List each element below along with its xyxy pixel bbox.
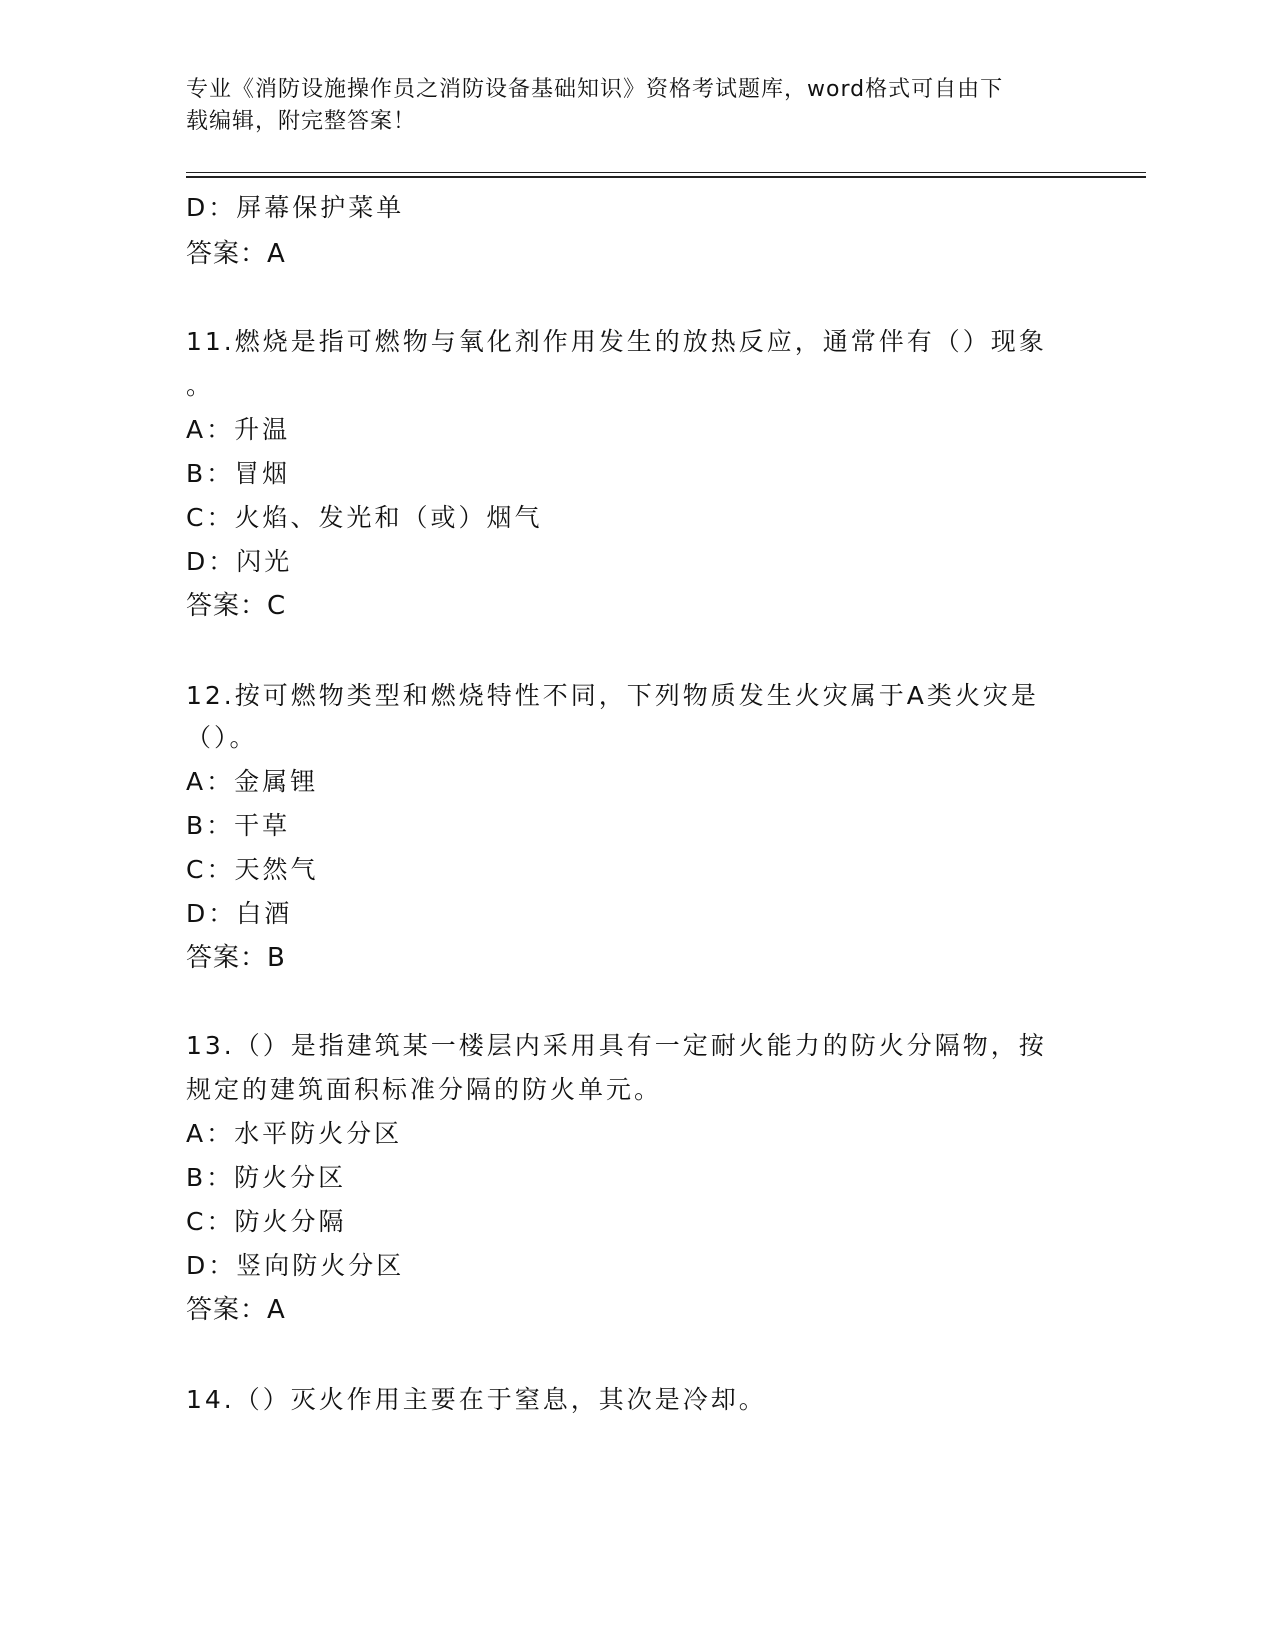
document-header [186,74,1066,138]
question-11-answer [186,590,286,622]
answer-label: 答案： [186,943,268,973]
question-11-option-c: C：火焰、发光和（或）烟气 [186,503,543,532]
question-12-stem-line-2: （）。 [186,723,258,752]
question-12-option-c: C：天然气 [186,855,319,884]
question-13-stem-line-1: 13.（）是指建筑某一楼层内采用具有一定耐火能力的防火分隔物，按 [186,1031,1047,1060]
question-13-option-d: D：竖向防火分区 [186,1251,405,1280]
header-divider-top [186,172,1146,173]
answer-value: C [267,591,287,621]
question-12-option-d: D：白酒 [186,899,293,928]
question-14-stem-line-1: 14.（）灭火作用主要在于窒息，其次是冷却。 [186,1385,767,1414]
answer-label: 答案： [186,239,268,269]
question-13-option-c: C：防火分隔 [186,1207,347,1236]
question-12-option-b: B：干草 [186,811,291,840]
header-line-2: 载编辑，附完整答案！ [186,109,417,134]
question-13-option-b: B：防火分区 [186,1163,347,1192]
question-13-stem-line-2: 规定的建筑面积标准分隔的防火单元。 [186,1075,663,1104]
question-12-stem-line-1: 12.按可燃物类型和燃烧特性不同，下列物质发生火灾属于A类火灾是 [186,681,1039,710]
question-11-stem-line-1: 11.燃烧是指可燃物与氧化剂作用发生的放热反应，通常伴有（）现象 [186,327,1047,356]
question-11-option-a: A：升温 [186,415,291,444]
question-12-answer [186,942,286,974]
question-13-option-a: A：水平防火分区 [186,1119,403,1148]
question-11-option-b: B：冒烟 [186,459,291,488]
option-d: D：屏幕保护菜单 [186,193,405,222]
header-line-1: 专业《消防设施操作员之消防设备基础知识》资格考试题库，word格式可自由下 [186,77,1004,102]
answer-value: A [267,239,286,269]
question-13-answer [186,1294,286,1326]
answer-label: 答案： [186,591,268,621]
answer-label: 答案： [186,1295,268,1325]
answer-line [186,238,286,270]
question-11-stem-line-2: 。 [186,371,215,400]
header-divider-bottom [186,176,1146,178]
question-12-option-a: A：金属锂 [186,767,319,796]
question-11-option-d: D：闪光 [186,547,293,576]
answer-value: A [267,1295,286,1325]
answer-value: B [267,943,286,973]
